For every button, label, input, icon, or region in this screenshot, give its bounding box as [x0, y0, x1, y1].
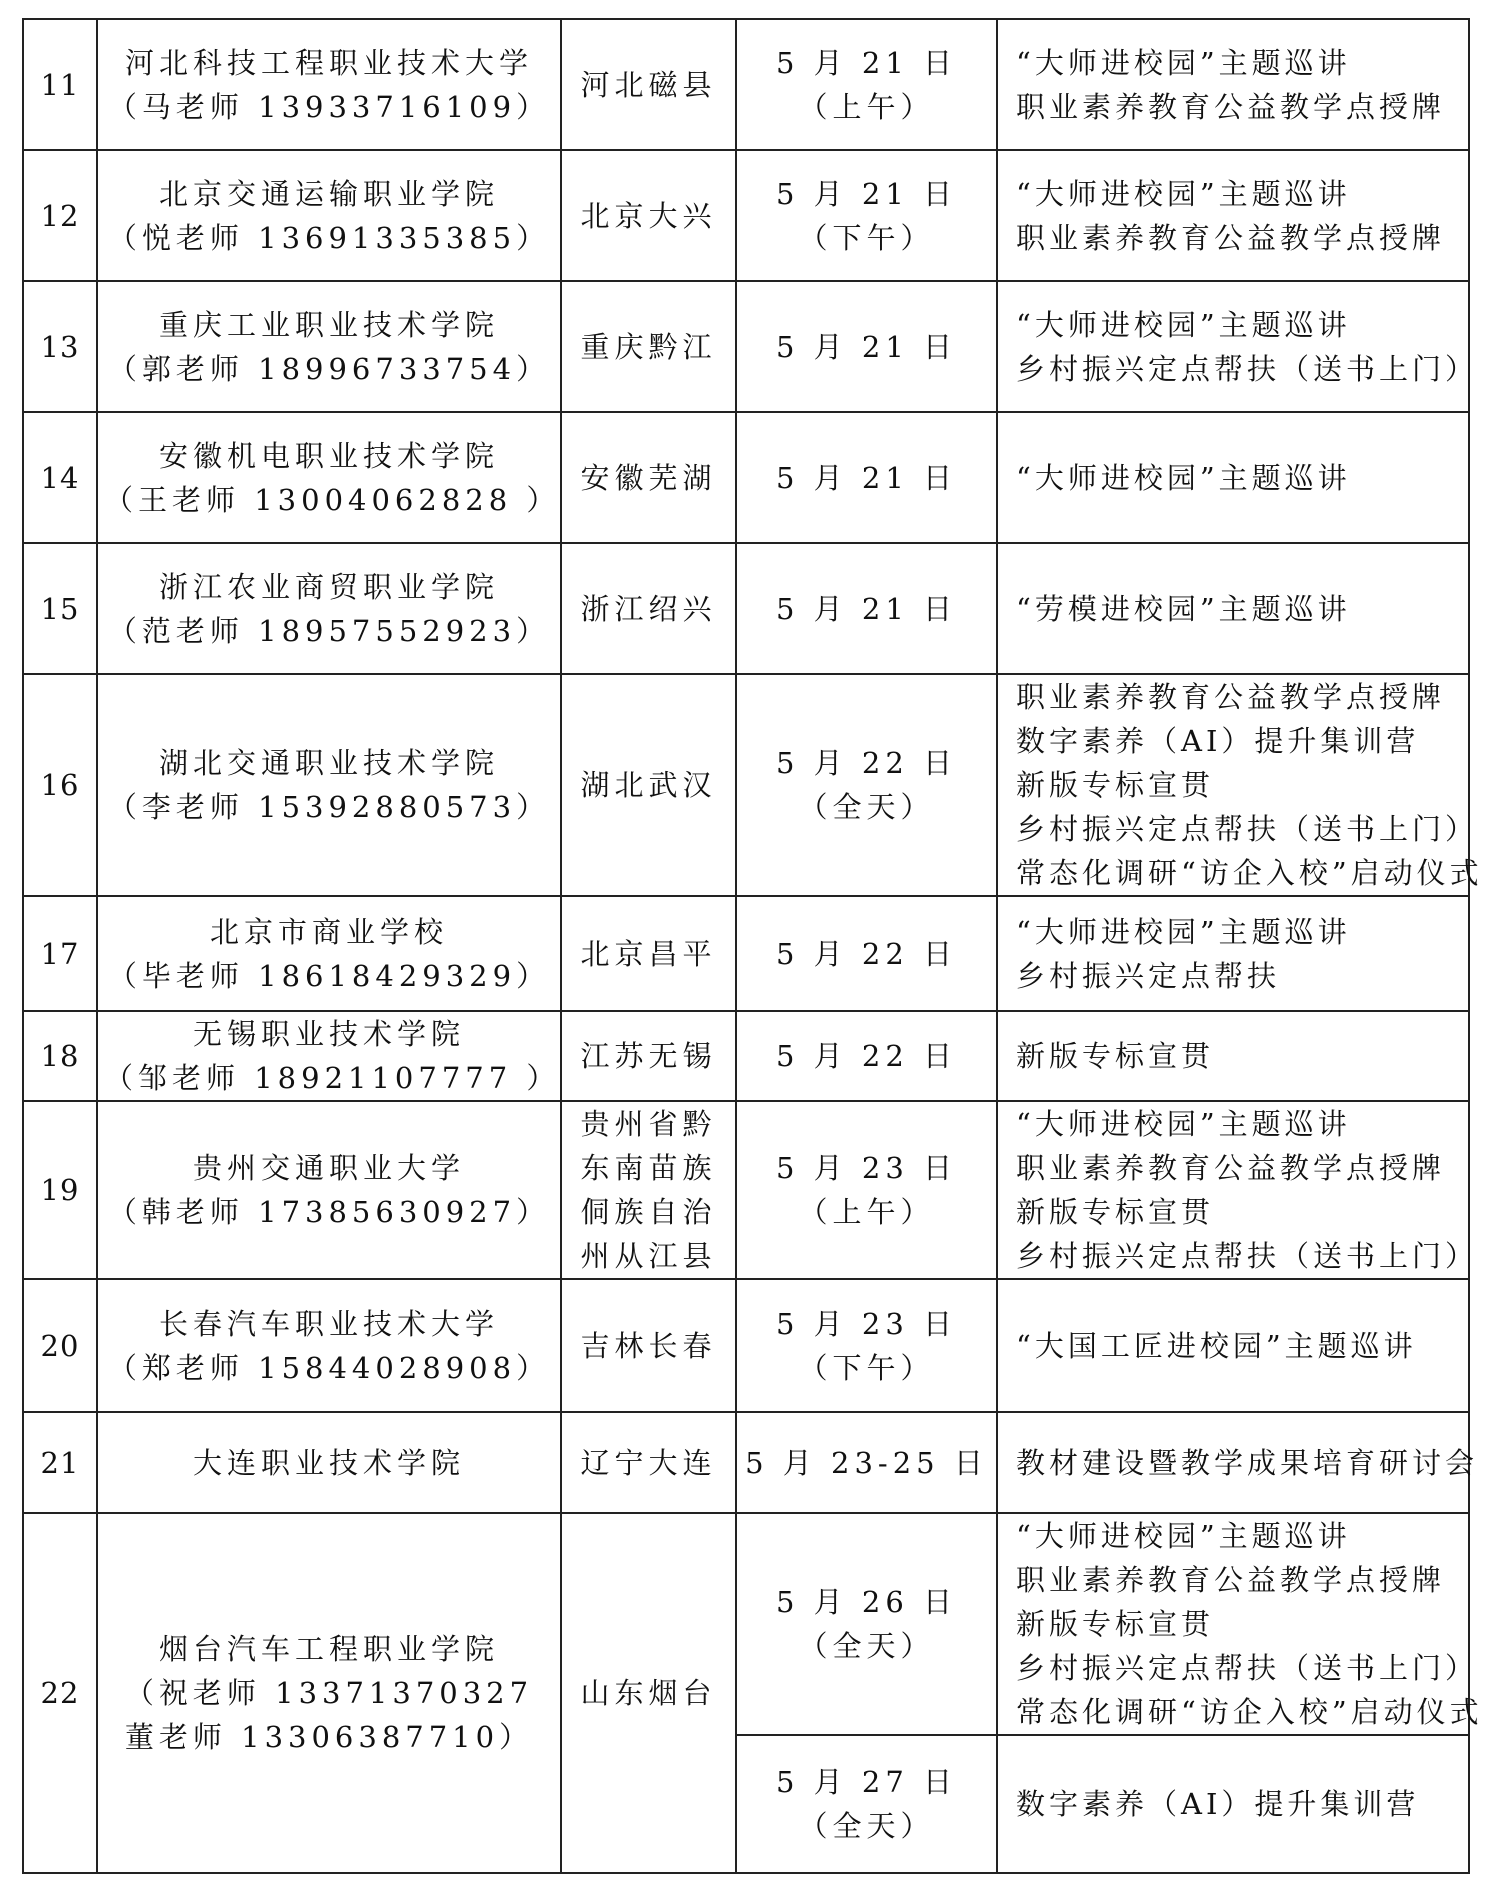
activity-line: 乡村振兴定点帮扶（送书上门）	[1016, 351, 1479, 386]
location-cell	[561, 543, 736, 674]
school-cell	[97, 19, 561, 150]
activity-cell	[997, 1101, 1479, 1279]
location-line: 州从江县	[580, 1239, 717, 1273]
date-cell	[736, 1412, 997, 1513]
date-cell	[736, 1279, 997, 1412]
activity-line: “大师进校园”主题巡讲	[1016, 460, 1351, 495]
school-cell	[97, 412, 561, 543]
activity-cell	[997, 674, 1483, 896]
row-number: 16	[23, 674, 97, 896]
activity-cell	[997, 543, 1469, 674]
activity-line: “大师进校园”主题巡讲	[1016, 1519, 1351, 1553]
date-text: 5 月 21 日	[775, 460, 957, 495]
date-cell	[736, 674, 997, 896]
row-number: 11	[23, 19, 97, 150]
table-row	[23, 150, 1469, 281]
row-number: 19	[23, 1101, 97, 1279]
school-contact: （郑老师 15844028908）	[107, 1350, 551, 1385]
school-name: 重庆工业职业技术学院	[158, 307, 499, 342]
date-period: （上午）	[798, 89, 935, 124]
school-contact: （悦老师 13691335385）	[107, 220, 551, 255]
school-contact: （毕老师 18618429329）	[107, 958, 551, 993]
row-number: 15	[23, 543, 97, 674]
date-cell	[736, 1101, 997, 1279]
activity-line: “大国工匠进校园”主题巡讲	[1016, 1328, 1417, 1363]
school-name: 浙江农业商贸职业学院	[158, 569, 499, 604]
activity-line: 乡村振兴定点帮扶（送书上门）	[1016, 812, 1479, 846]
date-cell	[736, 1011, 997, 1101]
date-text: 5 月 27 日	[775, 1765, 957, 1799]
school-name: 北京市商业学校	[209, 914, 448, 949]
date-cell	[736, 896, 997, 1011]
activity-line: 职业素养教育公益教学点授牌	[1016, 89, 1446, 124]
table-row	[23, 1101, 1469, 1279]
location-cell	[561, 674, 736, 896]
location-line: 侗族自治	[580, 1195, 717, 1229]
date-cell	[736, 1513, 997, 1735]
table-row	[23, 1412, 1469, 1513]
school-contact: （马老师 13933716109）	[107, 89, 551, 124]
activity-cell	[997, 281, 1479, 412]
date-cell	[736, 1735, 997, 1873]
activity-line: 数字素养（AI）提升集训营	[1016, 724, 1420, 758]
location-cell	[561, 19, 736, 150]
activity-line: 新版专标宣贯	[1016, 1039, 1215, 1073]
row-number: 12	[23, 150, 97, 281]
school-cell	[97, 1412, 561, 1513]
row-number: 18	[23, 1011, 97, 1101]
location-line: 东南苗族	[580, 1151, 717, 1185]
date-period: （全天）	[798, 1809, 935, 1843]
date-cell	[736, 281, 997, 412]
row-number: 17	[23, 896, 97, 1011]
row-number: 22	[23, 1513, 97, 1873]
activity-cell	[997, 1412, 1479, 1513]
activity-cell	[997, 19, 1469, 150]
school-name: 大连职业技术学院	[192, 1445, 465, 1480]
date-text: 5 月 22 日	[775, 936, 957, 971]
date-text: 5 月 21 日	[775, 329, 957, 364]
date-cell	[736, 543, 997, 674]
date-text: 5 月 21 日	[775, 45, 957, 80]
date-text: 5 月 23-25 日	[745, 1445, 988, 1480]
date-text: 5 月 21 日	[775, 591, 957, 626]
school-cell	[97, 896, 561, 1011]
table-row	[23, 1011, 1469, 1101]
location-cell	[561, 412, 736, 543]
row-number: 14	[23, 412, 97, 543]
activity-line: “大师进校园”主题巡讲	[1016, 176, 1351, 211]
activity-cell	[997, 1011, 1469, 1101]
activity-line: 乡村振兴定点帮扶（送书上门）	[1016, 1651, 1479, 1685]
schedule-table-body	[23, 19, 1483, 1873]
activity-cell	[997, 150, 1469, 281]
location-line: 北京昌平	[580, 936, 717, 971]
location-line: 湖北武汉	[580, 768, 717, 802]
date-text: 5 月 22 日	[775, 746, 957, 780]
date-cell	[736, 19, 997, 150]
location-cell	[561, 1011, 736, 1101]
row-number: 13	[23, 281, 97, 412]
location-line: 河北磁县	[580, 67, 717, 102]
table-row	[23, 1279, 1469, 1412]
school-name: 河北科技工程职业技术大学	[124, 45, 533, 80]
date-text: 5 月 23 日	[775, 1306, 957, 1341]
location-line: 江苏无锡	[580, 1039, 717, 1073]
table-row	[23, 543, 1469, 674]
school-contact: （范老师 18957552923）	[107, 613, 551, 648]
activity-line: “大师进校园”主题巡讲	[1016, 307, 1351, 342]
school-contact: （祝老师 13371370327	[124, 1676, 534, 1710]
location-cell	[561, 1412, 736, 1513]
date-text: 5 月 26 日	[775, 1585, 957, 1619]
location-line: 重庆黔江	[580, 329, 717, 364]
activity-cell	[997, 896, 1469, 1011]
date-period: （上午）	[798, 1195, 935, 1229]
activity-line: “劳模进校园”主题巡讲	[1016, 591, 1351, 626]
school-contact: （王老师 13004062828 ）	[104, 482, 561, 517]
location-line: 辽宁大连	[580, 1445, 717, 1480]
activity-line: 乡村振兴定点帮扶	[1016, 958, 1281, 993]
activity-line: “大师进校园”主题巡讲	[1016, 45, 1351, 80]
row-number: 21	[23, 1412, 97, 1513]
activity-cell	[997, 1513, 1483, 1735]
location-cell	[561, 1513, 736, 1873]
school-cell	[97, 674, 561, 896]
school-contact: （韩老师 17385630927）	[107, 1195, 551, 1229]
activity-cell	[997, 412, 1469, 543]
table-row	[23, 896, 1469, 1011]
activity-cell	[997, 1735, 1469, 1873]
table-row	[23, 19, 1469, 150]
location-cell	[561, 281, 736, 412]
date-text: 5 月 23 日	[775, 1151, 957, 1185]
location-cell	[561, 1101, 736, 1279]
activity-line: 新版专标宣贯	[1016, 768, 1215, 802]
location-cell	[561, 150, 736, 281]
activity-line: 职业素养教育公益教学点授牌	[1016, 220, 1446, 255]
school-cell	[97, 1279, 561, 1412]
school-contact: （李老师 15392880573）	[107, 790, 551, 824]
row-number: 20	[23, 1279, 97, 1412]
location-line: 吉林长春	[580, 1328, 717, 1363]
location-cell	[561, 896, 736, 1011]
date-period: （全天）	[798, 1629, 935, 1663]
school-cell	[97, 1011, 561, 1101]
table-row	[23, 674, 1469, 896]
activity-line: “大师进校园”主题巡讲	[1016, 1107, 1351, 1141]
school-name: 贵州交通职业大学	[192, 1151, 465, 1185]
date-text: 5 月 21 日	[775, 176, 957, 211]
location-cell	[561, 1279, 736, 1412]
school-name: 北京交通运输职业学院	[158, 176, 499, 211]
school-name: 无锡职业技术学院	[192, 1017, 465, 1051]
school-name: 湖北交通职业技术学院	[158, 746, 499, 780]
location-line: 贵州省黔	[580, 1107, 717, 1141]
activity-line: 乡村振兴定点帮扶（送书上门）	[1016, 1239, 1479, 1273]
school-cell	[97, 1513, 561, 1873]
date-cell	[736, 412, 997, 543]
school-cell	[97, 281, 561, 412]
schedule-table	[22, 18, 1483, 1874]
school-contact: （郭老师 18996733754）	[107, 351, 551, 386]
activity-line: 职业素养教育公益教学点授牌	[1016, 1151, 1446, 1185]
activity-line: 教材建设暨教学成果培育研讨会	[1016, 1445, 1479, 1480]
activity-line: 新版专标宣贯	[1016, 1607, 1215, 1641]
activity-cell	[997, 1279, 1469, 1412]
location-line: 安徽芜湖	[580, 460, 717, 495]
school-contact: 董老师 13306387710）	[124, 1720, 534, 1754]
activity-line: 常态化调研“访企入校”启动仪式	[1016, 856, 1483, 890]
activity-line: 新版专标宣贯	[1016, 1195, 1215, 1229]
table-row	[23, 1513, 1469, 1735]
activity-line: 数字素养（AI）提升集训营	[1016, 1787, 1420, 1821]
table-row	[23, 281, 1469, 412]
activity-line: 职业素养教育公益教学点授牌	[1016, 680, 1446, 714]
school-cell	[97, 150, 561, 281]
location-line: 北京大兴	[580, 198, 717, 233]
school-name: 安徽机电职业技术学院	[158, 438, 499, 473]
school-cell	[97, 1101, 561, 1279]
school-cell	[97, 543, 561, 674]
school-name: 长春汽车职业技术大学	[158, 1306, 499, 1341]
activity-line: 常态化调研“访企入校”启动仪式	[1016, 1695, 1483, 1729]
school-contact: （邹老师 18921107777 ）	[104, 1061, 561, 1095]
location-line: 浙江绍兴	[580, 591, 717, 626]
school-name: 烟台汽车工程职业学院	[158, 1632, 499, 1666]
date-period: （下午）	[798, 1350, 935, 1385]
activity-line: “大师进校园”主题巡讲	[1016, 914, 1351, 949]
date-period: （全天）	[798, 790, 935, 824]
location-line: 山东烟台	[580, 1676, 717, 1710]
date-period: （下午）	[798, 220, 935, 255]
table-row	[23, 412, 1469, 543]
activity-line: 职业素养教育公益教学点授牌	[1016, 1563, 1446, 1597]
date-cell	[736, 150, 997, 281]
date-text: 5 月 22 日	[775, 1039, 957, 1073]
